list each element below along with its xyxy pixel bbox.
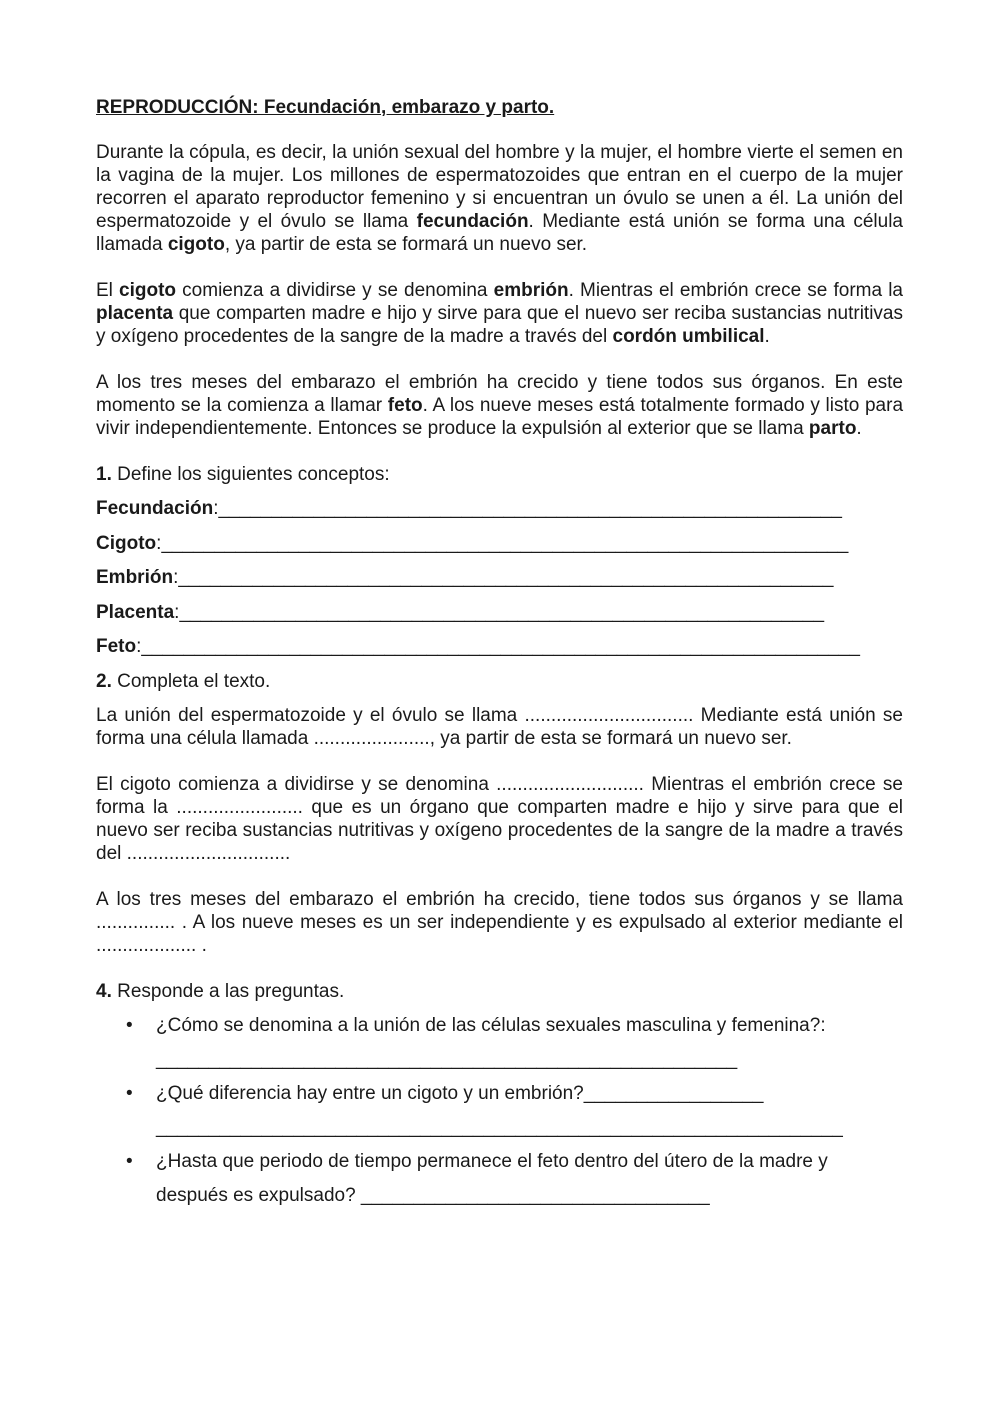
question-1-prompt: Define los siguientes conceptos: [117,464,390,485]
paragraph-text: A los tres meses del embarazo el embrión ha crecido y tiene todos sus órganos. En este momento se la comienza a llamar [96,372,903,416]
definition-term: Feto [96,636,137,657]
key-term: cigoto [119,280,177,301]
key-term: fecundación [416,211,529,232]
key-term: cordón umbilical [612,326,765,347]
paragraph-text: . [764,326,770,347]
paragraph-text: . Mediante está unión se forma una célula llamada [96,211,903,255]
bullet-icon: • [126,1082,133,1104]
bullet-icon: • [126,1150,133,1172]
key-term: parto [808,418,857,439]
paragraph-text: que comparten madre e hijo y sirve para que el nuevo ser reciba sustancias nutritivas y oxígeno procedentes de la sangre de la madre a través del [96,303,903,347]
definition-term: Embrión [96,567,174,588]
definition-term: Fecundación [96,498,214,519]
key-term: embrión [493,280,569,301]
fill-in-paragraph-3[interactable]: A los tres meses del embarazo el embrión ha crecido, tiene todos sus órganos y se llama ............... . A los nueve meses es un ser independiente y es expulsado al exterior mediante el ................... . [96,888,903,956]
question-1-number: 1. [96,464,112,485]
answer-line[interactable]: _______________________________________________________ [156,1048,738,1070]
question-1-heading [96,463,903,486]
question-text[interactable]: ¿Qué diferencia hay entre un cigoto y un embrión?_________________ [156,1082,764,1104]
definition-row-cigoto[interactable]: Cigoto:_________________________________________________________________ [96,532,849,554]
paragraph-text: El [96,280,120,301]
list-item [126,1082,903,1150]
question-text: ¿Hasta que periodo de tiempo permanece el feto dentro del útero de la madre y [156,1150,828,1172]
question-2-prompt: Completa el texto. [117,670,271,692]
paragraph-text: . Mientras el embrión crece se forma la [568,280,904,301]
paragraph-text: . A los nueve meses está totalmente formado y listo para vivir independientemente. Entonces se produce la expulsión al exterior que se llama [96,395,904,439]
question-4-prompt: Responde a las preguntas. [117,980,345,1002]
key-term: feto [387,395,423,416]
worksheet-title: REPRODUCCIÓN: Fecundación, embarazo y parto. [96,97,555,118]
question-text-continued[interactable]: después es expulsado? _________________________________ [156,1184,710,1206]
key-term: placenta [96,303,174,324]
definition-row-fecundacion[interactable]: Fecundación:___________________________________________________________ [96,498,842,519]
worksheet-content [96,96,903,1207]
definition-term: Cigoto [96,532,157,554]
fill-in-paragraph-2[interactable]: El cigoto comienza a dividirse y se denomina ............................ Mientras el embrión crece se forma la ........................ que es un órgano que comparten madre e hijo y sirve para que el nuevo ser reciba sustancias nutritivas y oxígeno procedentes de la sangre de la madre a través del ............................... [96,773,903,864]
question-2-heading [96,670,903,693]
paragraph-text: Durante la cópula, es decir, la unión sexual del hombre y la mujer, el hombre vierte el semen en la vagina de la mujer. Los millones de espermatozoides que entran en el cuerpo de la mujer recorren el aparato reproductor femenino y si encuentran un óvulo se unen a él. La unión del espermatozoide y el óvulo se llama [96,142,903,232]
key-term: cigoto [167,234,225,255]
question-4-heading [96,980,903,1003]
definition-answer-line[interactable]: ___________________________________________________________ [218,498,842,519]
definition-row-embrion[interactable]: Embrión:______________________________________________________________ [96,567,834,588]
definition-answer-line[interactable]: ____________________________________________________________________ [141,636,860,657]
question-4-number: 4. [96,980,112,1002]
definition-row-placenta[interactable]: Placenta:_____________________________________________________________ [96,601,825,623]
paragraph-text: . [856,418,862,439]
list-item [126,1150,903,1207]
question-2-number: 2. [96,670,112,692]
question-text: ¿Cómo se denomina a la unión de las células sexuales masculina y femenina?: [156,1014,826,1036]
fill-in-paragraph-1[interactable]: La unión del espermatozoide y el óvulo se llama ................................ Mediante está unión se forma una célula llamada ......................, ya partir de esta se formará un nuevo ser. [96,704,903,749]
definition-answer-line[interactable]: _________________________________________________________________ [161,532,849,554]
answer-line[interactable]: _________________________________________________________________ [156,1116,843,1138]
paragraph-text: , ya partir de esta se formará un nuevo ser. [224,234,588,255]
paragraph-text: comienza a dividirse y se denomina [176,280,494,301]
definition-answer-line[interactable]: _____________________________________________________________ [179,601,825,623]
definition-answer-line[interactable]: ______________________________________________________________ [178,567,834,588]
definition-term: Placenta [96,601,175,623]
intro-paragraph-1 [96,141,903,256]
list-item [126,1014,903,1082]
definition-row-feto[interactable]: Feto:____________________________________________________________________ [96,636,860,657]
bullet-icon: • [126,1014,133,1036]
intro-paragraph-3 [96,371,903,440]
intro-paragraph-2 [96,279,903,348]
question-4-list [96,1014,903,1207]
